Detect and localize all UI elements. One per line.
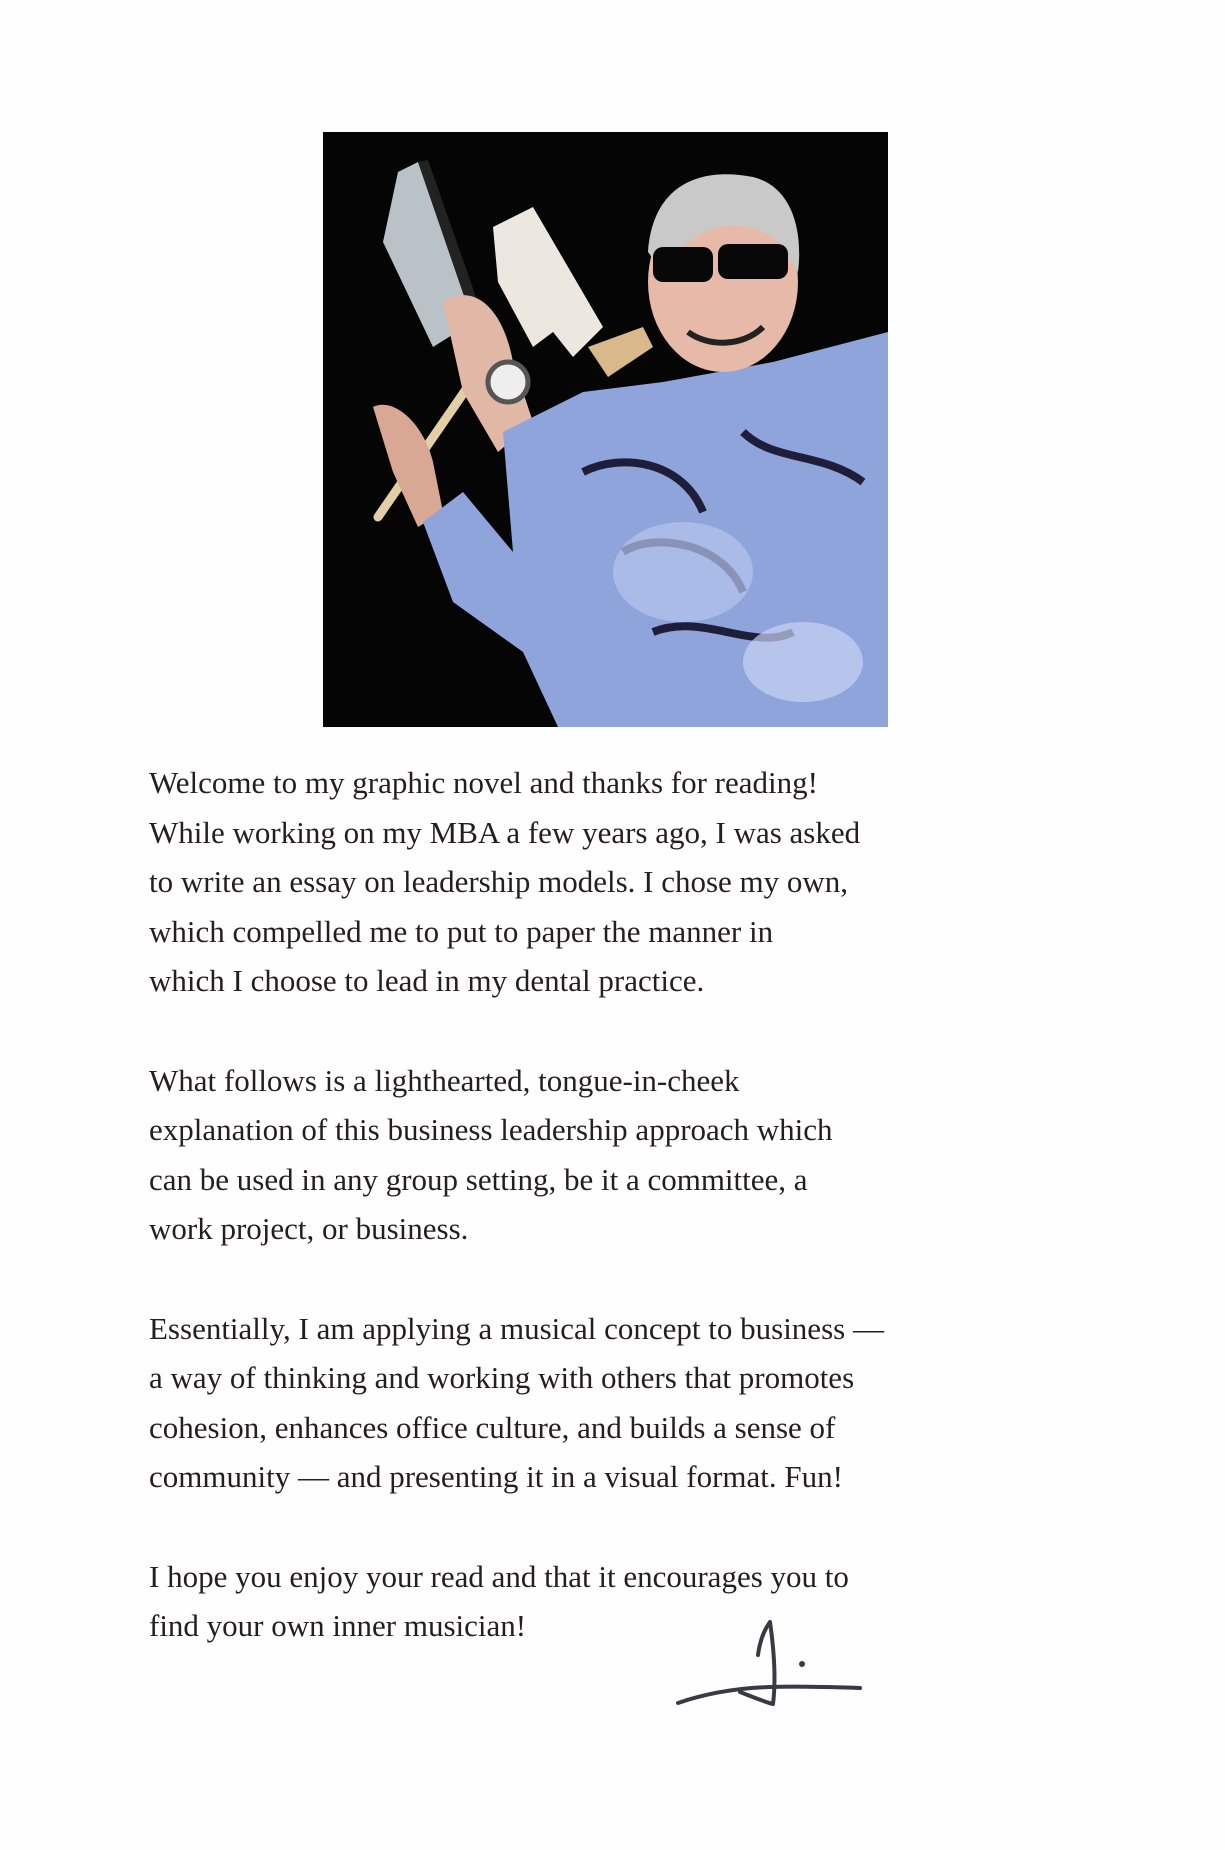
- signature: [670, 1610, 870, 1720]
- text-line: Welcome to my graphic novel and thanks for reading!: [149, 765, 818, 800]
- paragraph-welcome: [149, 758, 1069, 1006]
- text-line: While working on my MBA a few years ago, I was asked: [149, 814, 861, 850]
- author-photo: [323, 132, 888, 727]
- paragraph-explanation: [149, 1056, 1069, 1254]
- text-line: explanation of this business leadership approach which: [149, 1112, 833, 1148]
- text-line: can be used in any group setting, be it a committee, a: [149, 1161, 808, 1197]
- text-line: which I choose to lead in my dental practice.: [149, 963, 705, 999]
- text-line: cohesion, enhances office culture, and builds a sense of: [149, 1409, 836, 1445]
- text-line: find your own inner musician!: [149, 1608, 527, 1644]
- text-line: a way of thinking and working with others that promotes: [149, 1360, 855, 1396]
- text-line: work project, or business.: [149, 1211, 469, 1247]
- text-line: community — and presenting it in a visual format. Fun!: [149, 1459, 843, 1495]
- paragraph-closing: [149, 1552, 1069, 1651]
- text-line: which compelled me to put to paper the manner in: [149, 913, 774, 949]
- text-line: I hope you enjoy your read and that it encourages you to: [149, 1558, 849, 1594]
- text-line: Essentially, I am applying a musical concept to business —: [149, 1310, 884, 1346]
- letter-body: [149, 758, 1069, 1700]
- text-line: to write an essay on leadership models. I chose my own,: [149, 864, 849, 900]
- signature-mark: [670, 1610, 870, 1720]
- author-illustration: [323, 132, 888, 727]
- text-line: What follows is a lighthearted, tongue-in-cheek: [149, 1062, 740, 1098]
- paragraph-concept: [149, 1304, 1069, 1502]
